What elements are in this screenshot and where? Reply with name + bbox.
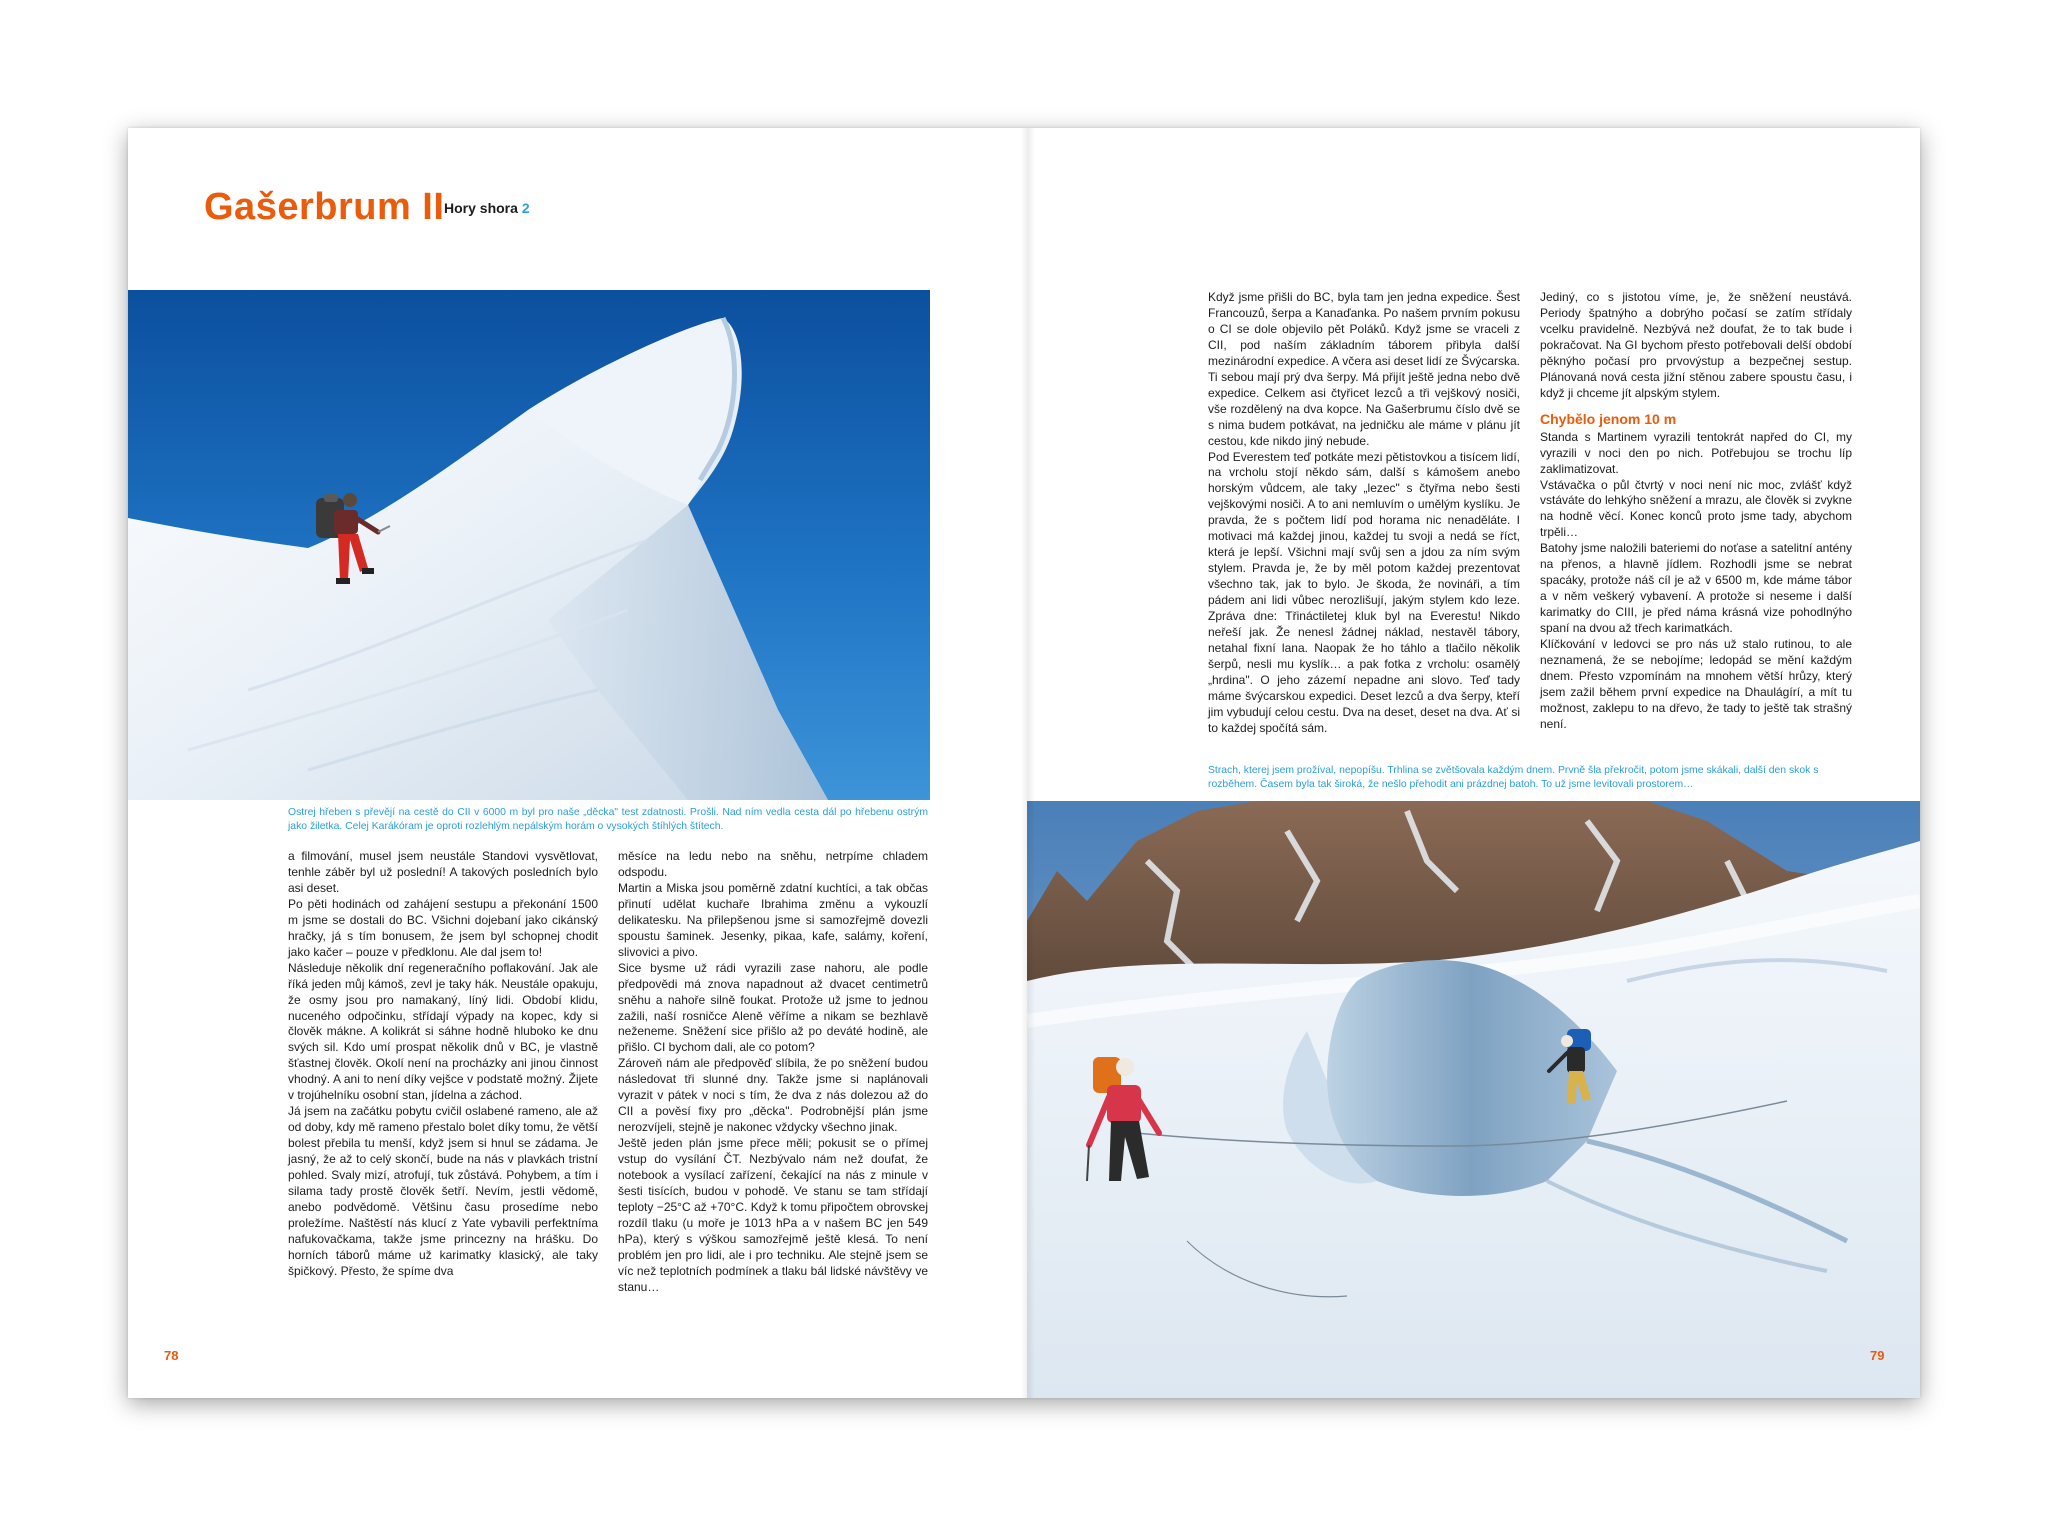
text-column-left-2 (618, 849, 928, 1296)
paragraph: Sice bysme už rádi vyrazili zase nahoru, ale podle předpovědi má znova napadnout až dvacet centimetrů sněhu a nahoře silně foukat. Protože už jsme to jednou zažili, naší rosničce Aleně věříme a nikam se bezhlavě neženeme. Sněžení sice přišlo až po deváté hodině, ale přišlo. CI bychom dali, ale co potom? (618, 960, 928, 1055)
text-column-right-1 (1208, 290, 1520, 737)
paragraph: Martin a Miska jsou poměrně zdatní kuchtíci, a tak občas přinutí udělat kuchaře Ibrahima změnu a vykouzlí delikatesku. Na přilepšenou jsme si samozřejmě dovezli spoustu šaminek. Jesenky, pikaa, kafe, salámy, koření, slivovici a pivo. (618, 880, 928, 959)
photo-crevasse (1027, 801, 1920, 1398)
text-column-left-1 (288, 849, 598, 1280)
section-heading: Chybělo jenom 10 m (1540, 410, 1677, 427)
page-number-right: 79 (1870, 1348, 1885, 1363)
paragraph: a filmování, musel jsem neustále Standovi vysvětlovat, tenhle záběr byl už poslední! A takových posledních bylo asi deset. (288, 849, 598, 895)
paragraph: Ještě jeden plán jsme přece měli; pokusit se o přímej vstup do vysílání ČT. Nezbývalo nám než doufat, že notebook a vysílací zařízení, čekající na nás z minule v šesti tisících, budou v pohodě. Ve stanu se tam střídají teploty −25°C až +70°C. Když k tomu připočtem obrovskej rozdíl tlaku (u moře je 1013 hPa a v našem BC jen 549 hPa), který s výškou samozřejmě ještě klesá. To není problém jen pro lidi, ale i pro techniku. Ale stejně jsem se víc než teplotních podmínek a tlaku bál lidské návštěvy ve stanu… (618, 1136, 928, 1294)
page-number-left: 78 (164, 1348, 179, 1363)
magazine-spread (128, 128, 1920, 1398)
paragraph: Jediný, co s jistotou víme, je, že sněžení neustává. Periody špatnýho a dobrýho počasí se zatím střídaly vcelku pravidelně. Nezbývá než doufat, že to tak bude i pokračovat. Na GI bychom přesto potřebovali delší období pěknýho počasí pro prvovýstup a bezpečnej sestup. Plánovaná nová cesta jižní stěnou zabere spoustu času, i když ji chceme jít alpským stylem. (1540, 290, 1852, 400)
series-name: Hory shora (444, 200, 518, 216)
article-title: Gašerbrum II (204, 186, 445, 228)
paragraph: měsíce na ledu nebo na sněhu, netrpíme chladem odspodu. (618, 849, 928, 879)
caption-left: Ostrej hřeben s převějí na cestě do CII v 6000 m byl pro naše „děcka" test zdatnosti. Prošli. Nad ním vedla cesta dál po hřebenu ostrým jako žiletka. Celej Karákóram je oproti rozlehlým nepálským horám o vysokých štíhlých štítech. (288, 807, 928, 832)
text-column-right-2 (1540, 290, 1852, 733)
caption-right: Strach, kterej jsem prožíval, nepopíšu. Trhlina se zvětšovala každým dnem. Prvně šla překročit, potom jsme skákali, další den skok s rozběhem. Časem byla tak široká, že nešlo přehodit ani prázdnej batoh. To už jsme levitovali prostorem… (1208, 765, 1819, 790)
paragraph: Pod Everestem teď potkáte mezi pětistovkou a tisícem lidí, na vrcholu stojí někdo sám, další s kámošem anebo horským vůdcem, ale taky „lezec" s čtyřma nebo šesti vejškovými nosiči. A to ani nemluvím o umělým kyslíku. Je pravda, že s počtem lidí pod horama nic nenaděláte. I motivaci má každej jinou, každej tu svoji a nedá se říct, která je lepší. Všichni mají svůj sen a jdou za ním svým stylem. Pravda je, že by měl potom každej prezentovat všechno tak, jak to bylo. Je škoda, že novináři, a tím pádem ani lidi vůbec nerozlišují, jakým stylem kdo leze. Zpráva dne: Třináctiletej kluk byl na Everestu! Nikdo neřeší jak. Že nenesl žádnej náklad, nestavěl tábory, netahal fixní lana. Naopak že ho táhlo a tlačilo několik šerpů, nesli mu kyslík… a pak fotka z vrcholu: osamělý „hrdina". O jeho zázemí nepadne ani slovo. Teď tady máme švýcarskou expedici. Deset lezců a dva šerpy, kteří jim vybudují celou cestu. Dva na deset, deset na dva. Ať si to každej spočítá sám. (1208, 449, 1520, 735)
paragraph: Po pěti hodinách od zahájení sestupu a překonání 1500 m jsme se dostali do BC. Všichni dojebaní jako cikánský hračky, já s tím bonusem, že jsem byl schopnej chodit jako kačer – pouze v předklonu. Ale dal jsem to! (288, 896, 598, 959)
paragraph: Zároveň nám ale předpověď slíbila, že po sněžení budou následovat tři slunné dny. Takže jsme si naplánovali vyrazit v pátek v noci s tím, že dva z nás dolezou až do CII a pověsí fixy pro „děcka". Podrobnější plán jsme nerozvíjeli, stejně je nakonec vždycky všechno jinak. (618, 1056, 928, 1135)
series-number: 2 (521, 200, 530, 216)
paragraph: Vstávačka o půl čtvrtý v noci není nic moc, zvlášť když vstáváte do lehkýho sněžení a mrazu, ale člověk si zvykne na hodně věcí. Konec konců proto jsme tady, abychom trpěli… (1540, 477, 1852, 540)
series-label (444, 200, 530, 216)
paragraph: Klíčkování v ledovci se pro nás už stalo rutinou, to ale neznamená, že se nebojíme; ledopád se mění každým dnem. Přesto vzpomínám na mnohem větší hrůzy, který jsem zažil během první expedice na Dhaulágírí, a mít tu možnost, zaklepu to na dřevo, že tady to ještě tak strašný není. (1540, 637, 1852, 731)
paragraph: Následuje několik dní regeneračního poflakování. Jak ale říká jeden můj kámoš, zevl je taky hák. Neustále opakuju, že osmy jsou pro namakaný, líný lidi. Období klidu, nuceného odpočinku, střídají výpady na kopec, kdy si člověk mákne. A kolikrát si sáhne hodně hluboko ke dnu svých sil. Kdo umí prospat několik dnů v BC, je vlastně šťastnej člověk. Okolí není na procházky ani jinou činnost vhodný. A ani to není díky vejšce v podstatě možný. Žijete v trojúhelníku osobní stan, jídelna a záchod. (288, 960, 598, 1103)
photo-snow-ridge (128, 290, 930, 800)
paragraph: Batohy jsme naložili bateriemi do noťase a satelitní antény na přenos, a hlavně jídlem. Rozhodli jsme se nebrat spacáky, protože náš cíl je až v 6500 m, kde máme tábor a v něm veškerý vybavení. A protože si neseme i další karimatky do CIII, je před náma krásná vize pohodlnýho spaní na dvou až třech karimatkách. (1540, 541, 1852, 636)
paragraph: Standa s Martinem vyrazili tentokrát napřed do CI, my vyrazili v noci den po nich. Potřebujou se trochu líp zaklimatizovat. (1540, 429, 1852, 476)
paragraph: Já jsem na začátku pobytu cvičil oslabené rameno, ale až od doby, kdy mě rameno přestalo bolet díky tomu, že větší bolest přebila tu menší, když jsem si hnul se zádama. Je jasný, že až to celý skončí, bude na nás v plavkách tristní pohled. Svaly mizí, atrofují, tuk zůstává. Pohybem, a tím i silama tady prostě člověk šetří. Nevím, jestli vědomě, anebo podvědomě. Většinu času prosedíme nebo proležíme. Naštěstí nás klucí z Yate vybavili perfektníma nafukovačkama, takže jsme princezny na hrášku. Do horních táborů máme už karimatky klasický, ale taky špičkový. Přesto, že spíme dva (288, 1104, 598, 1278)
paragraph: Když jsme přišli do BC, byla tam jen jedna expedice. Šest Francouzů, šerpa a Kanaďanka. Po našem prvním pokusu o CI se dole objevilo pět Poláků. Když jsme se vraceli z CII, pod naším základním táborem přibyla další mezinárodní expedice. A včera asi deset lidí ze Švýcarska. Ti sebou mají prý dva šerpy. Má přijít ještě jedna nebo dvě expedice. Celkem asi čtyřicet lezců a tři vejškový nosiči, vše rozdělený na dva kopce. Na Gašerbrumu číslo dvě se s nima budem potkávat, na jedničku ale máme v plánu jít cestou, kde nikdo jiný nebude. (1208, 290, 1520, 448)
